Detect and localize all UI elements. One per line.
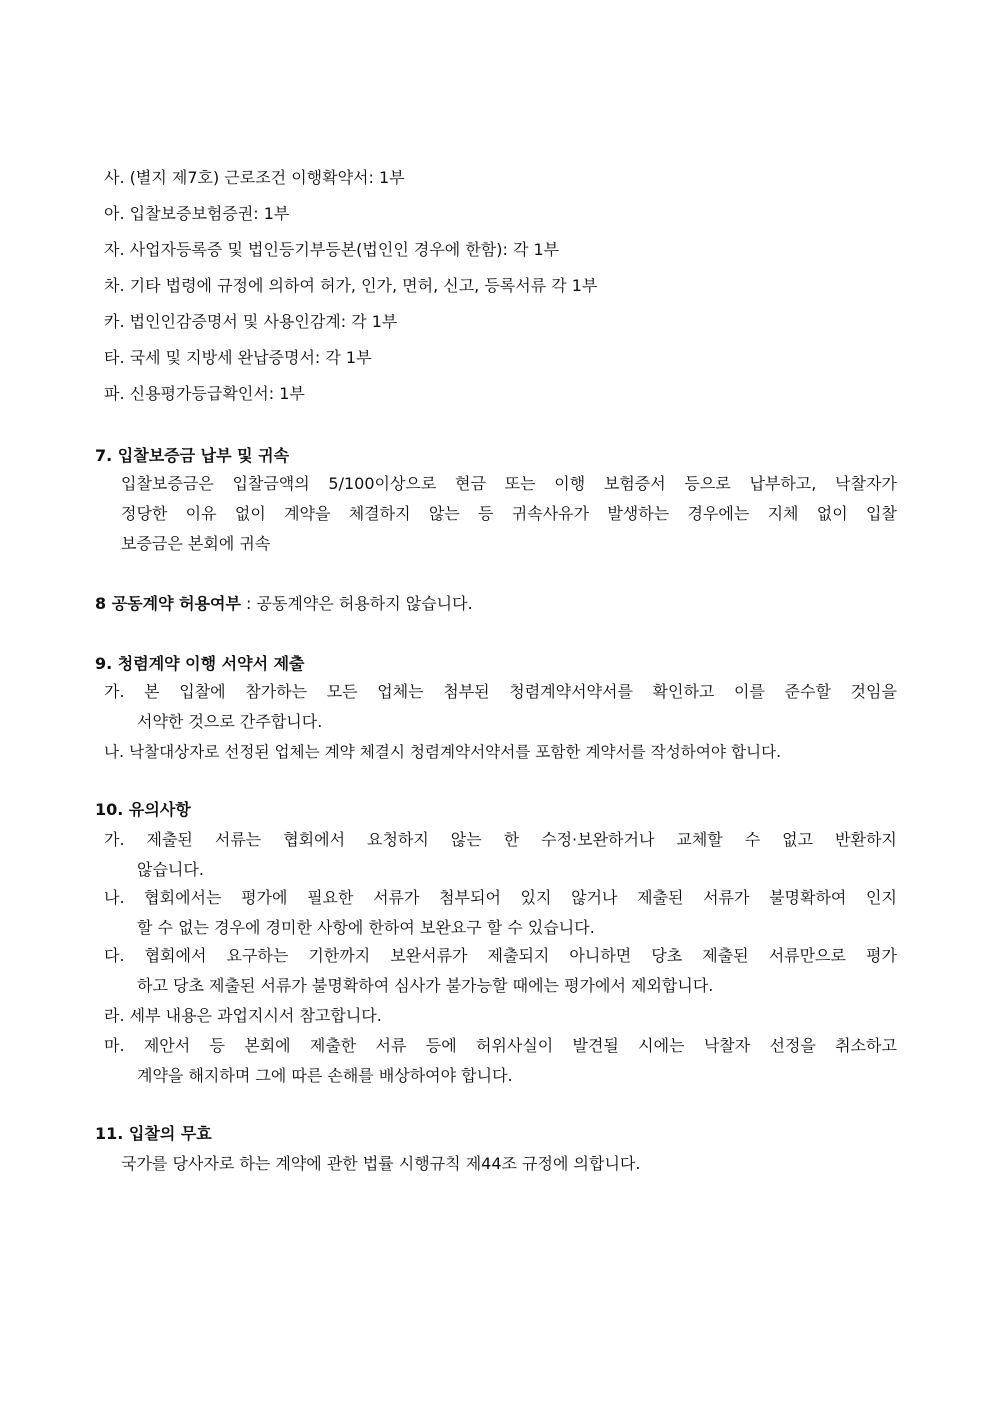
word: 등 [478,504,494,523]
section-7-line-1 [121,473,897,495]
word: 서류는 [214,830,262,849]
word: 서류가 [703,888,750,907]
section-10-item-ma [104,1035,897,1057]
word: 평가에 [241,888,288,907]
word: 서류만으로 [768,946,846,965]
word: 마. [104,1036,125,1055]
word: 입찰 [865,504,897,523]
word: 제출된 [637,888,684,907]
word: 입찰금액의 [232,474,310,493]
word: 귀속사유가 [511,504,590,523]
word: 이행 [554,474,586,493]
word: 인지 [865,888,897,907]
word: 나. [104,888,125,907]
word: 청렴계약서약서를 [509,682,633,701]
word: 참가하는 [245,682,308,701]
word: 없이 [234,504,266,523]
word: 업체는 [377,682,424,701]
word: 발생하는 [607,504,670,523]
word: 협회에서 [144,946,207,965]
word: 5/100이상으로 [328,474,437,493]
word: 있지 [520,888,552,907]
word: 제출되지 [487,946,550,965]
section-9-heading: 9. 청렴계약 이행 서약서 제출 [95,654,305,673]
word: 현금 [455,474,486,493]
word: 한 [503,830,520,849]
word: 또는 [504,474,536,493]
section-9-item-na: 나. 낙찰대상자로 선정된 업체는 계약 체결시 청렴계약서약서를 포함한 계약서를 작성하여야 합니다. [104,743,782,761]
section-9-item-ga [104,681,897,703]
word: 보완서류가 [390,946,468,965]
section-7-heading: 7. 입찰보증금 납부 및 귀속 [95,446,290,465]
word: 제안서 [143,1036,191,1055]
section-10-item-na [104,887,897,909]
section-10-item-ra: 라. 세부 내용은 과업지시서 참고합니다. [104,1006,382,1025]
word: 지체 [767,504,799,523]
word: 당초 [651,946,683,965]
list-item: 카. 법인인감증명서 및 사용인감계: 각 1부 [104,312,398,331]
word: 정당한 [121,504,168,523]
word: 등으로 [684,474,731,493]
word: 취소하고 [835,1036,897,1055]
word: 않거나 [571,888,618,907]
word: 시에는 [638,1036,685,1055]
section-10-item-da-cont: 하고 당초 제출된 서류가 불명확하여 심사가 불가능할 때에는 평가에서 제외합니다. [137,976,714,995]
word: 본회에 [244,1036,291,1055]
word: 불명확하여 [769,888,847,907]
word: 기한까지 [308,946,371,965]
section-8 [95,593,473,615]
word: 제출한 [309,1036,357,1055]
word: 수 [744,830,761,849]
word: 준수할 [784,682,831,701]
list-item: 아. 입찰보증보험증권: 1부 [104,204,290,223]
list-item: 사. (별지 제7호) 근로조건 이행확약서: 1부 [104,168,405,187]
word: 이유 [185,504,217,523]
word: 제출된 [702,946,749,965]
word: 가. [104,682,125,701]
word: 본 [144,682,160,701]
word: 것임을 [850,682,897,701]
word: 선정을 [769,1036,816,1055]
word: 아니하면 [569,946,632,965]
word: 첨부되어 [439,888,501,907]
word: 확인하고 [652,682,715,701]
section-10-item-ga [104,829,897,851]
word: 제출된 [146,830,193,849]
word: 협회에서 [283,830,346,849]
word: 계약을 [284,504,331,523]
word: 가. [104,830,125,849]
word: 입찰에 [179,682,226,701]
word: 허위사실이 [475,1036,554,1055]
word: 교체할 [676,830,723,849]
word: 경우에는 [687,504,750,523]
section-10-item-ga-cont: 않습니다. [137,860,204,879]
section-10-item-na-cont: 할 수 없는 경우에 경미한 사항에 한하여 보완요구 할 수 있습니다. [137,918,595,937]
word: 모든 [326,682,358,701]
section-11-heading: 11. 입찰의 무효 [95,1124,212,1143]
word: 등 [209,1036,225,1055]
section-7-line-2 [121,503,897,525]
word: 입찰보증금은 [121,474,214,493]
word: 평가 [866,946,897,965]
list-item: 타. 국세 및 지방세 완납증명서: 각 1부 [104,348,372,367]
word: 서류 [375,1036,407,1055]
word: 발견될 [572,1036,619,1055]
word: 반환하지 [835,830,897,849]
word: 없이 [816,504,848,523]
word: 납부하고, [749,474,817,493]
word: 없고 [782,830,814,849]
word: 요청하지 [367,830,429,849]
section-7-line-3: 보증금은 본회에 귀속 [121,534,271,553]
word: 등에 [425,1036,457,1055]
word: 요구하는 [226,946,289,965]
list-item: 자. 사업자등록증 및 법인등기부등본(법인인 경우에 한함): 각 1부 [104,240,560,259]
word: 않는 [450,830,482,849]
section-8-text: : 공동계약은 허용하지 않습니다. [240,594,473,613]
word: 첨부된 [443,682,490,701]
word: 다. [104,946,125,965]
word: 낙찰자가 [835,474,897,493]
section-10-item-ma-cont: 계약을 해지하며 그에 따른 손해를 배상하여야 합니다. [137,1066,513,1085]
list-item: 파. 신용평가등급확인서: 1부 [104,384,305,403]
word: 보험증서 [603,474,666,493]
section-8-heading: 8 공동계약 허용여부 [95,594,241,613]
section-10-item-da [104,945,897,967]
list-item: 차. 기타 법령에 규정에 의하여 허가, 인가, 면허, 신고, 등록서류 각 1부 [104,276,598,295]
word: 수정·보완하거나 [541,830,655,849]
section-9-item-ga-cont: 서약한 것으로 간주합니다. [137,712,323,731]
section-10-heading: 10. 유의사항 [95,800,191,819]
word: 낙찰자 [703,1036,751,1055]
word: 않는 [428,504,460,523]
word: 체결하지 [348,504,411,523]
word: 서류가 [373,888,420,907]
word: 협회에서는 [144,888,222,907]
word: 이를 [734,682,765,701]
word: 필요한 [307,888,354,907]
section-11-text: 국가를 당사자로 하는 계약에 관한 법률 시행규칙 제44조 규정에 의합니다. [121,1154,641,1173]
